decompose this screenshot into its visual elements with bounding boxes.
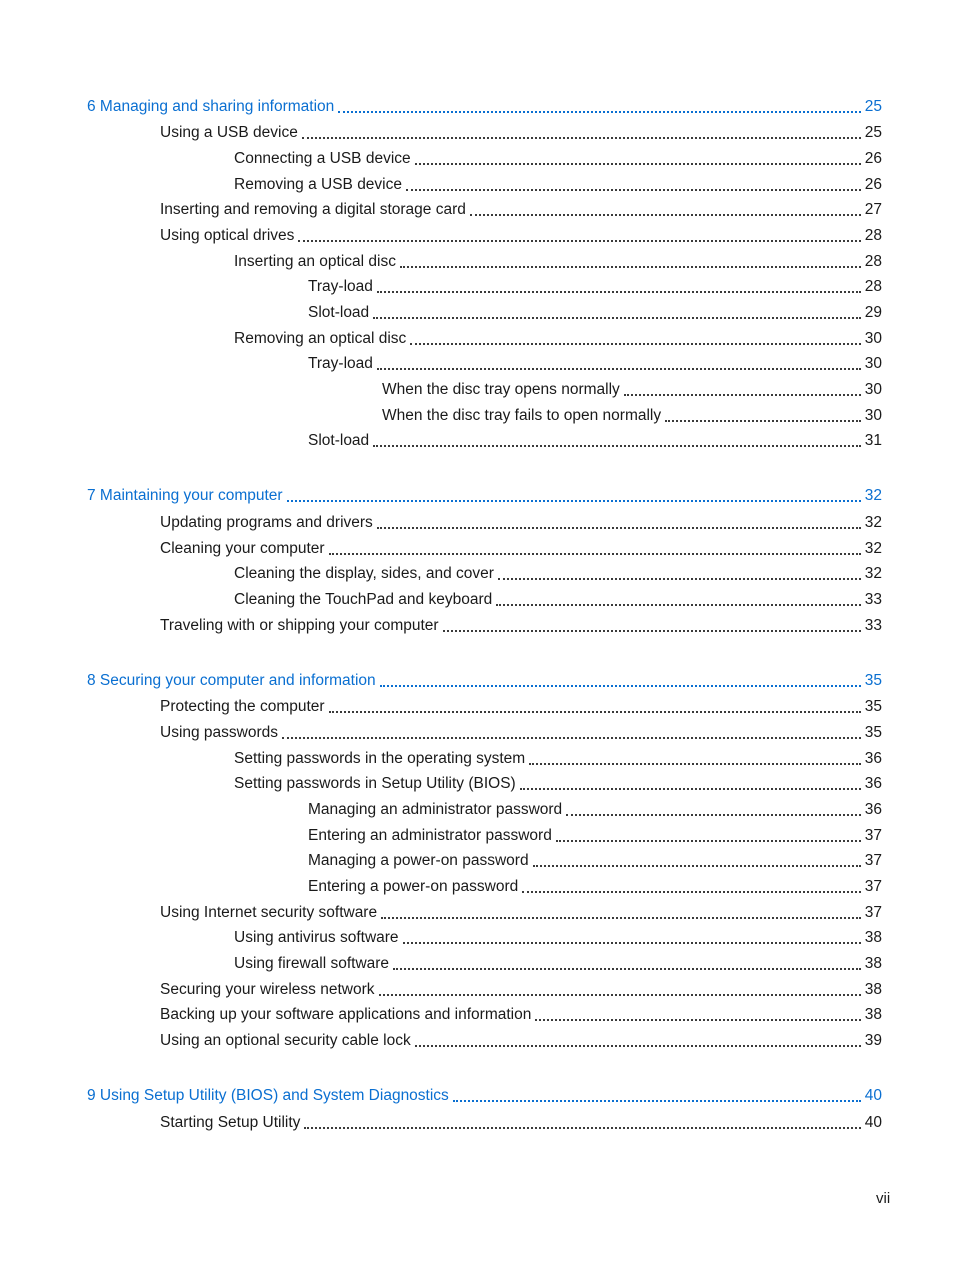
dot-leader	[535, 1019, 860, 1021]
toc-entry-title: Backing up your software applications and information	[160, 1006, 532, 1023]
dot-leader	[470, 214, 861, 216]
toc-page-number: 31	[864, 432, 882, 449]
toc-entry[interactable]	[234, 925, 882, 947]
toc-entry-title: Setting passwords in the operating system	[234, 750, 526, 767]
dot-leader	[377, 291, 861, 293]
toc-entry[interactable]	[308, 797, 882, 819]
toc-page-number: 33	[864, 591, 882, 608]
dot-leader	[453, 1100, 861, 1102]
toc-entry[interactable]	[160, 1110, 882, 1132]
dot-leader	[298, 240, 860, 242]
dot-leader	[380, 685, 861, 687]
toc-entry-title: Slot-load	[308, 304, 370, 321]
toc-entry-title: Protecting the computer	[160, 698, 325, 715]
toc-entry[interactable]	[234, 249, 882, 271]
toc-chapter-entry[interactable]	[87, 668, 882, 690]
toc-entry[interactable]	[160, 900, 882, 922]
toc-entry[interactable]	[308, 428, 882, 450]
toc-entry[interactable]	[234, 746, 882, 768]
toc-entry[interactable]	[160, 536, 882, 558]
toc-entry[interactable]	[308, 300, 882, 322]
toc-chapter-entry[interactable]	[87, 1083, 882, 1105]
toc-entry[interactable]	[160, 977, 882, 999]
dot-leader	[377, 527, 861, 529]
toc-entry-title: Managing a power-on password	[308, 852, 529, 869]
toc-page-number: 38	[864, 981, 882, 998]
toc-page-number: 38	[864, 929, 882, 946]
toc-page-number: 40	[864, 1087, 882, 1104]
toc-entry[interactable]	[234, 587, 882, 609]
dot-leader	[379, 994, 861, 996]
dot-leader	[410, 343, 860, 345]
dot-leader	[498, 578, 861, 580]
toc-page-number: 40	[864, 1114, 882, 1131]
toc-entry-title: Removing an optical disc	[234, 330, 407, 347]
toc-page-number: 39	[864, 1032, 882, 1049]
toc-page-number: 32	[864, 540, 882, 557]
dot-leader	[381, 917, 861, 919]
toc-page-number: 37	[864, 852, 882, 869]
toc-entry-title: 6 Managing and sharing information	[87, 98, 335, 115]
dot-leader	[520, 788, 861, 790]
toc-entry-title: Using Internet security software	[160, 904, 378, 921]
dot-leader	[556, 840, 861, 842]
toc-page-number: 37	[864, 827, 882, 844]
toc-entry[interactable]	[234, 771, 882, 793]
toc-entry[interactable]	[234, 561, 882, 583]
toc-page-number: 28	[864, 227, 882, 244]
toc-entry[interactable]	[382, 403, 882, 425]
toc-page-number: 33	[864, 617, 882, 634]
toc-entry-title: Managing an administrator password	[308, 801, 563, 818]
toc-entry-title: Securing your wireless network	[160, 981, 375, 998]
dot-leader	[533, 865, 861, 867]
toc-entry-title: Cleaning the TouchPad and keyboard	[234, 591, 493, 608]
toc-entry[interactable]	[308, 351, 882, 373]
toc-page-number: 32	[864, 514, 882, 531]
toc-entry[interactable]	[382, 377, 882, 399]
dot-leader	[329, 553, 861, 555]
toc-entry-title: Using passwords	[160, 724, 279, 741]
toc-chapter-entry[interactable]	[87, 94, 882, 116]
toc-entry-title: Traveling with or shipping your computer	[160, 617, 439, 634]
dot-leader	[393, 968, 861, 970]
dot-leader	[522, 891, 861, 893]
toc-page-number: 28	[864, 278, 882, 295]
dot-leader	[566, 814, 861, 816]
toc-page-number: 37	[864, 878, 882, 895]
dot-leader	[400, 266, 861, 268]
toc-entry-title: Updating programs and drivers	[160, 514, 373, 531]
toc-page-number: 28	[864, 253, 882, 270]
dot-leader	[287, 500, 861, 502]
toc-page-number: 26	[864, 176, 882, 193]
dot-leader	[403, 942, 861, 944]
toc-entry[interactable]	[234, 146, 882, 168]
toc-entry[interactable]	[308, 823, 882, 845]
dot-leader	[529, 763, 861, 765]
toc-entry[interactable]	[160, 510, 882, 532]
toc-entry[interactable]	[160, 720, 882, 742]
toc-entry-title: Setting passwords in Setup Utility (BIOS)	[234, 775, 516, 792]
toc-page-number: 26	[864, 150, 882, 167]
toc-page-number: 35	[864, 672, 882, 689]
toc-entry-title: Inserting and removing a digital storage card	[160, 201, 466, 218]
toc-page-number: 25	[864, 124, 882, 141]
toc-entry-title: Inserting an optical disc	[234, 253, 396, 270]
toc-entry-title: Using antivirus software	[234, 929, 399, 946]
toc-page-number: 32	[864, 565, 882, 582]
toc-entry-title: When the disc tray fails to open normally	[382, 407, 662, 424]
toc-page-number: 35	[864, 698, 882, 715]
toc-entry-title: 7 Maintaining your computer	[87, 487, 283, 504]
toc-entry-title: Entering a power-on password	[308, 878, 519, 895]
toc-entry[interactable]	[308, 848, 882, 870]
toc-entry[interactable]	[160, 223, 882, 245]
toc-page-number: 36	[864, 750, 882, 767]
dot-leader	[373, 317, 861, 319]
toc-entry[interactable]	[160, 613, 882, 635]
toc-entry-title: Removing a USB device	[234, 176, 402, 193]
dot-leader	[415, 1045, 861, 1047]
toc-page-number: 27	[864, 201, 882, 218]
toc-entry[interactable]	[160, 1028, 882, 1050]
toc-page-number: 30	[864, 381, 882, 398]
toc-entry-title: Cleaning your computer	[160, 540, 325, 557]
toc-page-number: 29	[864, 304, 882, 321]
toc-entry[interactable]	[234, 951, 882, 973]
toc-entry[interactable]	[234, 172, 882, 194]
dot-leader	[496, 604, 861, 606]
toc-entry-title: Using firewall software	[234, 955, 390, 972]
dot-leader	[624, 394, 861, 396]
toc-page-number: 30	[864, 355, 882, 372]
toc-chapter-entry[interactable]	[87, 483, 882, 505]
dot-leader	[415, 163, 861, 165]
toc-entry-title: Cleaning the display, sides, and cover	[234, 565, 494, 582]
toc-entry[interactable]	[308, 874, 882, 896]
dot-leader	[329, 711, 861, 713]
toc-entry[interactable]	[234, 326, 882, 348]
toc-entry-title: Using a USB device	[160, 124, 298, 141]
toc-page-number: 36	[864, 775, 882, 792]
dot-leader	[377, 368, 861, 370]
toc-page-number: 30	[864, 330, 882, 347]
toc-page-number: 37	[864, 904, 882, 921]
toc-page-number: 35	[864, 724, 882, 741]
toc-entry[interactable]	[160, 1002, 882, 1024]
toc-page-number: 36	[864, 801, 882, 818]
page-number: vii	[876, 1190, 891, 1207]
toc-entry-title: 8 Securing your computer and information	[87, 672, 376, 689]
dot-leader	[443, 630, 861, 632]
dot-leader	[282, 737, 861, 739]
toc-page-number: 30	[864, 407, 882, 424]
toc-entry-title: When the disc tray opens normally	[382, 381, 620, 398]
dot-leader	[406, 189, 861, 191]
dot-leader	[665, 420, 861, 422]
toc-entry-title: Connecting a USB device	[234, 150, 411, 167]
toc-page-number: 38	[864, 1006, 882, 1023]
dot-leader	[302, 137, 861, 139]
toc-entry-title: 9 Using Setup Utility (BIOS) and System Diagnostics	[87, 1087, 449, 1104]
toc-entry[interactable]	[160, 197, 882, 219]
toc-entry[interactable]	[160, 694, 882, 716]
toc-entry[interactable]	[160, 120, 882, 142]
dot-leader	[373, 445, 861, 447]
toc-page-number: 32	[864, 487, 882, 504]
toc-entry-title: Slot-load	[308, 432, 370, 449]
toc-entry-title: Using an optional security cable lock	[160, 1032, 411, 1049]
toc-entry[interactable]	[308, 274, 882, 296]
toc-page-number: 25	[864, 98, 882, 115]
dot-leader	[304, 1127, 860, 1129]
toc-entry-title: Tray-load	[308, 278, 373, 295]
toc-entry-title: Entering an administrator password	[308, 827, 552, 844]
toc-entry-title: Tray-load	[308, 355, 373, 372]
toc-entry-title: Using optical drives	[160, 227, 295, 244]
toc-page-number: 38	[864, 955, 882, 972]
toc-entry-title: Starting Setup Utility	[160, 1114, 301, 1131]
dot-leader	[338, 111, 860, 113]
